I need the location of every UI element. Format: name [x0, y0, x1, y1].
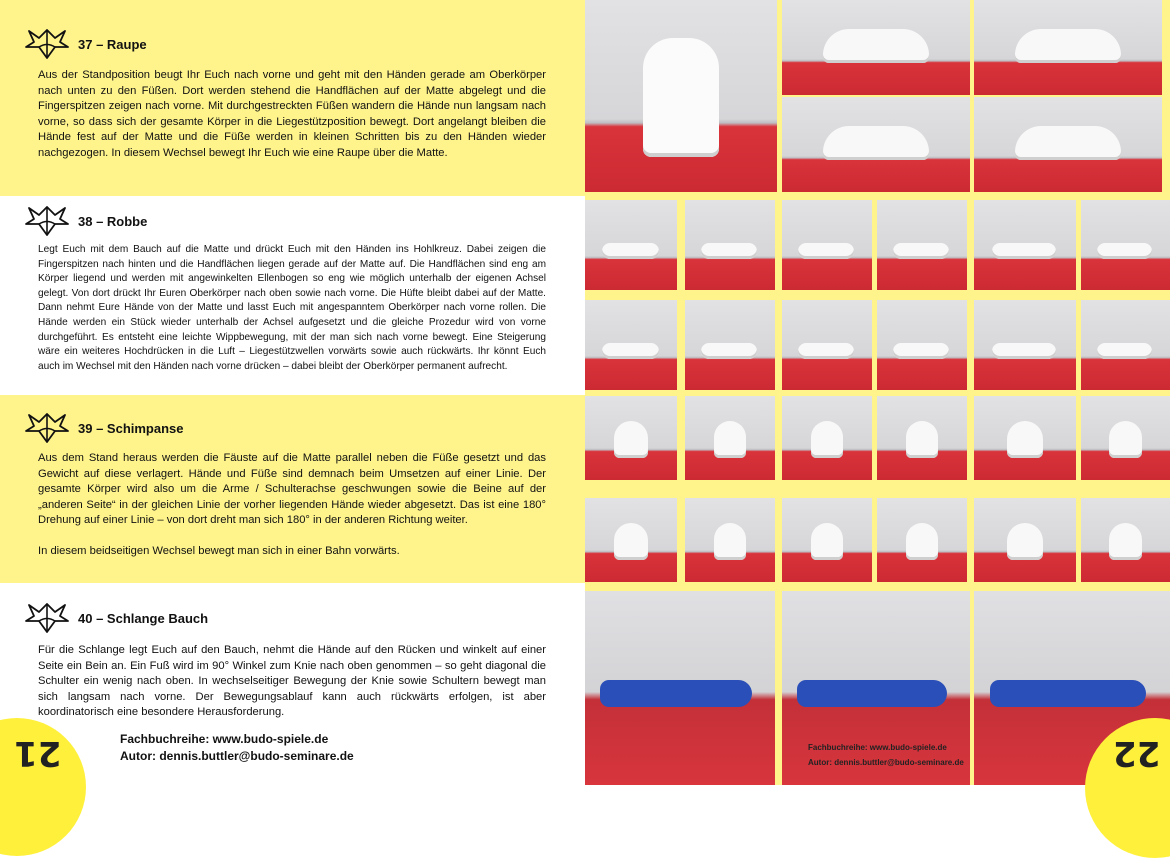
exercise-photo — [877, 396, 967, 480]
section-37-paragraph: Aus der Standposition beugt Ihr Euch nach vorne und geht mit den Händen gerade am Oberkörper nach unten zu den Füßen. Dort werden stehend die Handflächen auf der Matte abgelegt und die Fingerspitzen zeigen nach vorne. Mit durchgestreckten Füßen wandern die Hände nun langsam nach vorne, so dass sich der gesamte Körper in die Liegestützposition bewegt. Dort angelangt bleiben die Hände fest auf der Matte und die Füße werden in kleinen Schritten bis zu den Händen wieder nachgezogen. In diesem Wechsel bewegt Ihr Euch wie eine Raupe über die Matte. — [38, 69, 546, 159]
exercise-photo — [782, 498, 872, 582]
judoka-figure — [906, 421, 938, 458]
exercise-photo — [585, 300, 677, 390]
judoka-figure — [701, 243, 757, 259]
exercise-photo — [1081, 300, 1170, 390]
exercise-photo — [585, 200, 677, 290]
exercise-photo — [685, 300, 775, 390]
section-38-header — [24, 204, 147, 238]
judoka-figure — [992, 343, 1055, 359]
judoka-figure — [811, 523, 843, 560]
exercise-photo — [782, 97, 970, 192]
exercise-photo — [877, 300, 967, 390]
exercise-photo — [782, 396, 872, 480]
judoka-figure — [701, 343, 757, 359]
judoka-figure — [714, 421, 746, 458]
section-37-band — [0, 0, 585, 196]
section-40-paragraph: Für die Schlange legt Euch auf den Bauch, nehmt die Hände auf den Rücken und winkelt auf einer Seite ein Bein an. Ein Fuß wird im 90° Winkel zum Knie nach oben genommen – so geht diagonal die Schulter ein wenig nach oben. In wechselseitiger Bewegung der Knie sowie Schultern bewegt man sich langsam nach vorne. Der Bewegungsablauf kann auch rückwärts erfolgen, ist aber koordinatorisch eine besondere Herausforderung. — [38, 644, 546, 719]
exercise-photo — [685, 396, 775, 480]
judoka-figure — [1109, 421, 1141, 458]
judoka-figure — [823, 29, 928, 63]
judoka-figure — [893, 343, 949, 359]
judoka-figure — [1097, 243, 1152, 259]
judoka-figure — [643, 38, 720, 157]
exercise-photo — [877, 498, 967, 582]
exercise-photo — [685, 498, 775, 582]
martial-arts-emblem-icon — [24, 204, 70, 238]
exercise-photo — [877, 200, 967, 290]
exercise-photo — [585, 0, 777, 192]
page-number-left: 21 — [14, 733, 62, 773]
section-38-title: 38 – Robbe — [78, 213, 148, 229]
exercise-photo — [782, 300, 872, 390]
judoka-figure — [614, 421, 647, 458]
exercise-photo — [1081, 396, 1170, 480]
judoka-figure — [714, 523, 746, 560]
section-38-paragraph: Legt Euch mit dem Bauch auf die Matte und drückt Euch mit den Händen ins Hohlkreuz. Dabei zeigen die Fingerspitzen nach hinten und die Handflächen liegen gerade auf der Matte auf. Die Handflächen sind eng am Körper liegend und werden mit angewinkelten Ellenbogen so eng wie möglich unterhalb der eigenen Achsel gelegt. Von dort drückt Ihr Euren Oberkörper nach oben sowie nach vorne. Die Hüfte bleibt dabei auf der Matte. Dann nehmt Eure Hände von der Matte und lasst Euch mit angespanntem Oberkörper nach vorne rollen. Die Hände werden ein Stück wieder unterhalb der Achsel aufgesetzt und die gleiche Prozedur wird von vorne durchgeführt. Es entsteht eine leichte Wippbewegung, mit der man sich nach vorne bewegt. Eine Steigerung wäre ein weiteres Hochdrücken in die Luft – Liegestützwellen vorwärts sowie auch rückwärts. Ihr könnt Euch auch im Wechsel mit den Händen nach vorne drücken – dabei bleibt der Oberkörper permanent aufrecht. — [38, 244, 546, 372]
judoka-figure — [1097, 343, 1152, 359]
exercise-photo — [974, 498, 1076, 582]
section-39-paragraph: In diesem beidseitigen Wechsel bewegt man sich in einer Bahn vorwärts. — [38, 544, 400, 557]
judoka-figure — [600, 680, 752, 707]
judoka-figure — [992, 243, 1055, 259]
page-number-right: 22 — [1113, 733, 1161, 773]
section-37-header — [24, 27, 147, 61]
judoka-figure — [602, 243, 659, 259]
exercise-photo — [685, 200, 775, 290]
section-40-text — [38, 643, 546, 721]
martial-arts-emblem-icon — [24, 601, 70, 635]
judoka-figure — [1015, 29, 1120, 63]
judoka-figure — [1109, 523, 1141, 560]
exercise-photo — [974, 300, 1076, 390]
section-39-header — [24, 411, 184, 445]
section-38-band — [0, 196, 585, 395]
exercise-photo — [974, 396, 1076, 480]
judoka-figure — [906, 523, 938, 560]
footer-credits — [120, 731, 354, 765]
left-page — [0, 0, 585, 785]
exercise-photo — [585, 396, 677, 480]
judoka-figure — [1007, 421, 1044, 458]
judoka-figure — [798, 243, 854, 259]
judoka-figure — [823, 126, 928, 160]
judoka-figure — [602, 343, 659, 359]
section-37-text — [38, 68, 546, 162]
exercise-photo — [585, 591, 775, 785]
footer-author-line: Autor: dennis.buttler@budo-seminare.de — [120, 749, 354, 763]
section-39-title: 39 – Schimpanse — [78, 420, 184, 436]
martial-arts-emblem-icon — [24, 411, 70, 445]
judoka-figure — [990, 680, 1147, 707]
exercise-photo — [1081, 498, 1170, 582]
exercise-photo — [1081, 200, 1170, 290]
section-40-header — [24, 601, 208, 635]
footer-series-line: Fachbuchreihe: www.budo-spiele.de — [808, 743, 947, 752]
judoka-figure — [797, 680, 947, 707]
section-39-band — [0, 395, 585, 583]
judoka-figure — [614, 523, 647, 560]
exercise-photo — [782, 0, 970, 95]
judoka-figure — [811, 421, 843, 458]
footer-credits-right — [808, 740, 964, 770]
section-39-text — [38, 451, 546, 560]
exercise-photo — [974, 200, 1076, 290]
footer-author-line: Autor: dennis.buttler@budo-seminare.de — [808, 758, 964, 767]
section-39-paragraph: Aus dem Stand heraus werden die Fäuste auf die Matte parallel neben die Füße gesetzt und das Gewicht auf diese verlagert. Hände und Füße sind demnach beim Umsetzen auf einer Linie. Der gesamte Körper wird also um die Arme / Schulterachse geschwungen sowie die Beine auf der „anderen Seite“ in der gleichen Linie der vorher liegenden Hände wieder abgesetzt. Das ist eine 180° Drehung auf einer Linie – von dort dreht man sich 180° in der anderen Richtung weiter. — [38, 452, 546, 527]
section-38-text — [38, 243, 546, 374]
judoka-figure — [1007, 523, 1044, 560]
martial-arts-emblem-icon — [24, 27, 70, 61]
judoka-figure — [798, 343, 854, 359]
exercise-photo — [974, 97, 1162, 192]
exercise-photo — [782, 200, 872, 290]
right-page — [585, 0, 1170, 785]
exercise-photo — [974, 0, 1162, 95]
exercise-photo — [585, 498, 677, 582]
footer-series-line: Fachbuchreihe: www.budo-spiele.de — [120, 732, 329, 746]
section-40-title: 40 – Schlange Bauch — [78, 610, 209, 626]
section-37-title: 37 – Raupe — [78, 36, 147, 52]
judoka-figure — [1015, 126, 1120, 160]
judoka-figure — [893, 243, 949, 259]
